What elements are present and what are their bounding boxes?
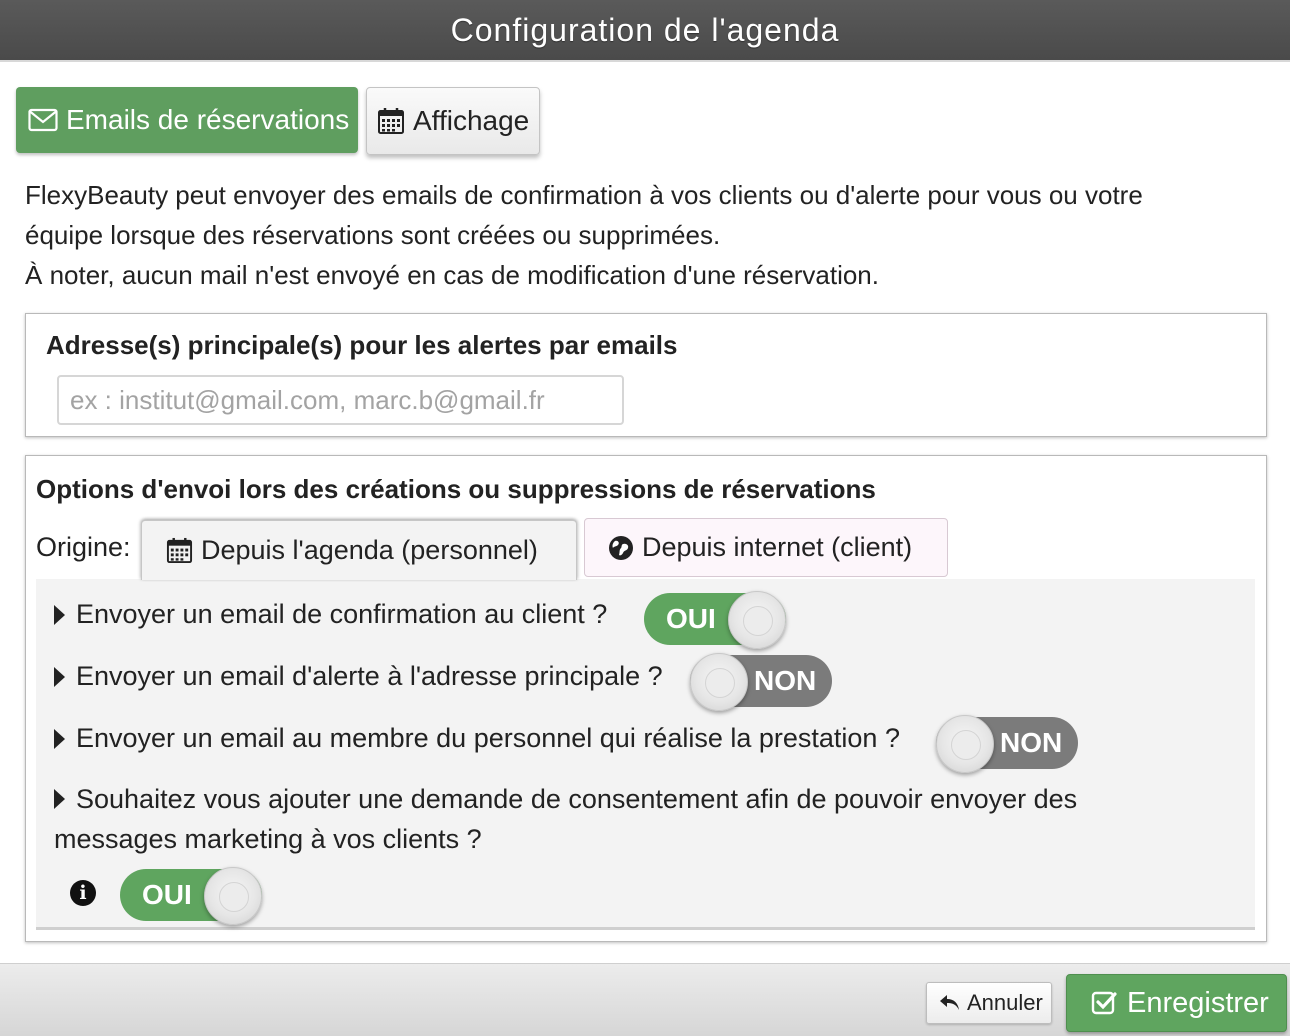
tab-affichage[interactable] xyxy=(366,87,540,155)
toggle-knob xyxy=(204,867,262,925)
option-alert-main-address-label: Envoyer un email d'alerte à l'adresse principale ? xyxy=(76,661,663,691)
intro-line-3: À noter, aucun mail n'est envoyé en cas de modification d'une réservation. xyxy=(25,260,879,290)
save-button-label: Enregistrer xyxy=(1127,986,1269,1019)
cancel-button[interactable] xyxy=(926,982,1052,1024)
option-staff-member-label: Envoyer un email au membre du personnel qui réalise la prestation ? xyxy=(76,723,900,753)
check-square-icon xyxy=(1091,990,1117,1016)
option-confirm-client-label: Envoyer un email de confirmation au client ? xyxy=(76,599,608,629)
address-panel xyxy=(25,313,1267,437)
origin-label: Origine: xyxy=(36,532,131,562)
caret-right-icon xyxy=(54,729,65,749)
globe-icon xyxy=(608,535,634,561)
cancel-button-label: Annuler xyxy=(967,990,1043,1015)
window-title: Configuration de l'agenda xyxy=(450,11,840,48)
envelope-icon xyxy=(28,108,58,132)
option-staff-member xyxy=(54,723,900,754)
options-panel-title: Options d'envoi lors des créations ou suppressions de réservations xyxy=(36,474,876,504)
option-marketing-consent xyxy=(54,779,1204,859)
toggle-confirm-client[interactable] xyxy=(644,593,786,645)
toggle-knob xyxy=(690,653,748,711)
intro-text xyxy=(25,175,1275,295)
tab-affichage-label: Affichage xyxy=(413,105,530,136)
tab-emails-reservations[interactable] xyxy=(16,87,358,153)
tab-origin-agenda-label: Depuis l'agenda (personnel) xyxy=(201,535,538,565)
toggle-marketing-consent-label: OUI xyxy=(142,879,192,910)
save-button[interactable] xyxy=(1066,974,1287,1032)
tab-emails-label: Emails de réservations xyxy=(66,104,350,135)
window-title-bar xyxy=(0,0,1290,62)
option-marketing-consent-line-2: messages marketing à vos clients ? xyxy=(54,824,482,854)
option-alert-main-address xyxy=(54,661,663,692)
calendar-icon xyxy=(377,107,405,135)
option-confirm-client xyxy=(54,599,607,630)
email-addresses-input[interactable] xyxy=(57,375,624,425)
option-marketing-consent-line-1: Souhaitez vous ajouter une demande de consentement afin de pouvoir envoyer des xyxy=(76,784,1078,814)
address-panel-title: Adresse(s) principale(s) pour les alertes par emails xyxy=(46,330,678,360)
dialog-footer xyxy=(0,963,1290,1036)
intro-line-2: équipe lorsque des réservations sont créées ou supprimées. xyxy=(25,220,721,250)
tab-origin-internet[interactable] xyxy=(584,518,948,577)
toggle-knob xyxy=(728,591,786,649)
caret-right-icon xyxy=(54,605,65,625)
toggle-confirm-client-label: OUI xyxy=(666,603,716,634)
tab-origin-agenda[interactable] xyxy=(141,520,577,580)
toggle-staff-member[interactable] xyxy=(936,717,1078,769)
caret-right-icon xyxy=(54,667,65,687)
toggle-alert-main-address[interactable] xyxy=(690,655,832,707)
toggle-knob xyxy=(936,715,994,773)
calendar-icon xyxy=(166,537,193,564)
tab-origin-internet-label: Depuis internet (client) xyxy=(642,532,913,562)
toggle-staff-member-label: NON xyxy=(1000,727,1063,758)
undo-icon xyxy=(939,993,961,1013)
options-list xyxy=(36,579,1255,930)
toggle-marketing-consent[interactable] xyxy=(120,869,262,921)
info-icon[interactable]: i xyxy=(70,880,96,906)
options-panel xyxy=(25,455,1267,942)
intro-line-1: FlexyBeauty peut envoyer des emails de confirmation à vos clients ou d'alerte pour vous ou votre xyxy=(25,180,1143,210)
caret-right-icon xyxy=(54,789,65,809)
toggle-alert-main-address-label: NON xyxy=(754,665,817,696)
